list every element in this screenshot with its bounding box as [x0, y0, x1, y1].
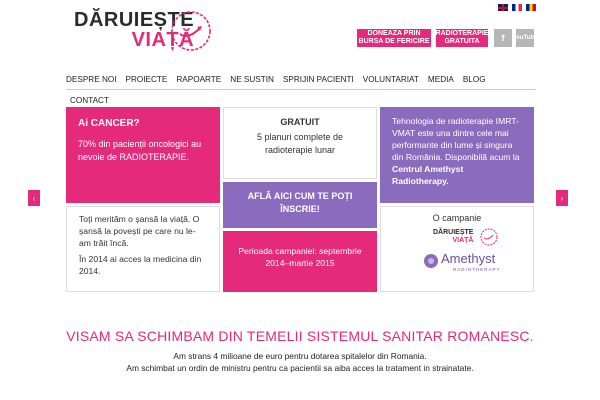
- amethyst-logo: [389, 251, 525, 277]
- nav-item-voluntariat[interactable]: VOLUNTARIAT: [362, 74, 419, 84]
- nav-item-contact[interactable]: CONTACT: [70, 96, 109, 105]
- youtube-icon[interactable]: YouTube: [516, 29, 534, 47]
- campanie-panel: [380, 206, 534, 292]
- flag-fr-icon[interactable]: [512, 4, 522, 11]
- campanie-logo-line1: DĂRUIEȘTE: [433, 229, 474, 236]
- technology-panel[interactable]: [380, 107, 534, 203]
- cancer-title: Ai CANCER?: [78, 118, 140, 129]
- toti-meritam-panel: [66, 206, 220, 292]
- facebook-icon[interactable]: f: [494, 29, 512, 47]
- toti-text-1: Toți merităm o șansă la viață. O șansă la povești pe care nu le-am trăit încă.: [79, 214, 200, 248]
- gratuit-panel[interactable]: [223, 107, 377, 179]
- afla-aici-button[interactable]: [223, 182, 377, 228]
- campanie-title: O campanie: [432, 213, 482, 223]
- nav-item-rapoarte[interactable]: RAPOARTE: [176, 74, 222, 84]
- campanie-heart-icon: [479, 227, 499, 247]
- toti-text-2: În 2014 ai acces la medicina din 2014.: [79, 254, 202, 276]
- logo-line2: VIAȚĂ: [131, 29, 195, 51]
- mission-line-1: Am strans 4 milioane de euro pentru dotarea spitalelor din Romania.: [173, 351, 427, 361]
- amethyst-sub: RADIOTHERAPY: [453, 267, 501, 272]
- cancer-text: 70% din pacienții oncologici au nevoie de RADIOTERAPIE.: [78, 139, 202, 162]
- nav-item-sprijin-pacienti[interactable]: SPRIJIN PACIENTI: [282, 74, 354, 84]
- gratuit-title: GRATUIT: [280, 117, 320, 127]
- technology-center-link[interactable]: Centrul Amethyst Radiotherapy.: [392, 164, 464, 186]
- nav-item-blog[interactable]: BLOG: [462, 74, 486, 84]
- slider-prev-button[interactable]: ‹: [28, 190, 40, 206]
- nav-item-despre-noi[interactable]: DESPRE NOI: [66, 74, 117, 84]
- mission-line-2: Am schimbat un ordin de ministru pentru ca pacientii sa aiba acces la tratament in strainatate.: [126, 363, 474, 373]
- afla-aici-text: AFLĂ AICI CUM TE POȚI ÎNSCRIE!: [247, 191, 353, 214]
- campanie-logo: [389, 227, 525, 251]
- nav-item-media[interactable]: MEDIA: [427, 74, 454, 84]
- campanie-logo-line2: VIAȚĂ: [452, 237, 474, 244]
- slider-next-button[interactable]: ›: [556, 190, 568, 206]
- donate-button[interactable]: DONEAZA PRIN BURSA DE FERICIRE: [358, 30, 430, 45]
- flag-ro-icon[interactable]: [526, 4, 536, 11]
- language-flags: [498, 4, 536, 11]
- amethyst-name: Amethyst: [441, 251, 496, 266]
- perioada-panel: [223, 231, 377, 292]
- nav-item-ne-sustin[interactable]: NE SUSTIN: [230, 74, 274, 84]
- logo-heart-circle-icon: [166, 6, 216, 56]
- perioada-text: Perioada campaniei: septembrie 2014–martie 2015: [238, 246, 362, 268]
- technology-text: Tehnologia de radioterapie IMRT-VMAT este una dintre cele mai performante din lume și singura din România. Disponibilă acum la: [392, 116, 520, 162]
- flag-en-icon[interactable]: [498, 4, 508, 11]
- radiotherapy-button[interactable]: RADIOTERAPIE GRATUITA: [435, 30, 489, 45]
- nav-divider: [66, 89, 536, 90]
- main-nav: [66, 70, 536, 88]
- mission-title: VISAM SA SCHIMBAM DIN TEMELII SISTEMUL SANITAR ROMANESC.: [66, 328, 534, 344]
- logo-line1: DĂRUIEȘTE: [74, 9, 195, 31]
- cancer-panel[interactable]: [66, 107, 220, 203]
- gratuit-text: 5 planuri complete de radioterapie lunar: [256, 132, 344, 155]
- nav-item-proiecte[interactable]: PROIECTE: [125, 74, 168, 84]
- amethyst-flower-icon: [423, 253, 439, 269]
